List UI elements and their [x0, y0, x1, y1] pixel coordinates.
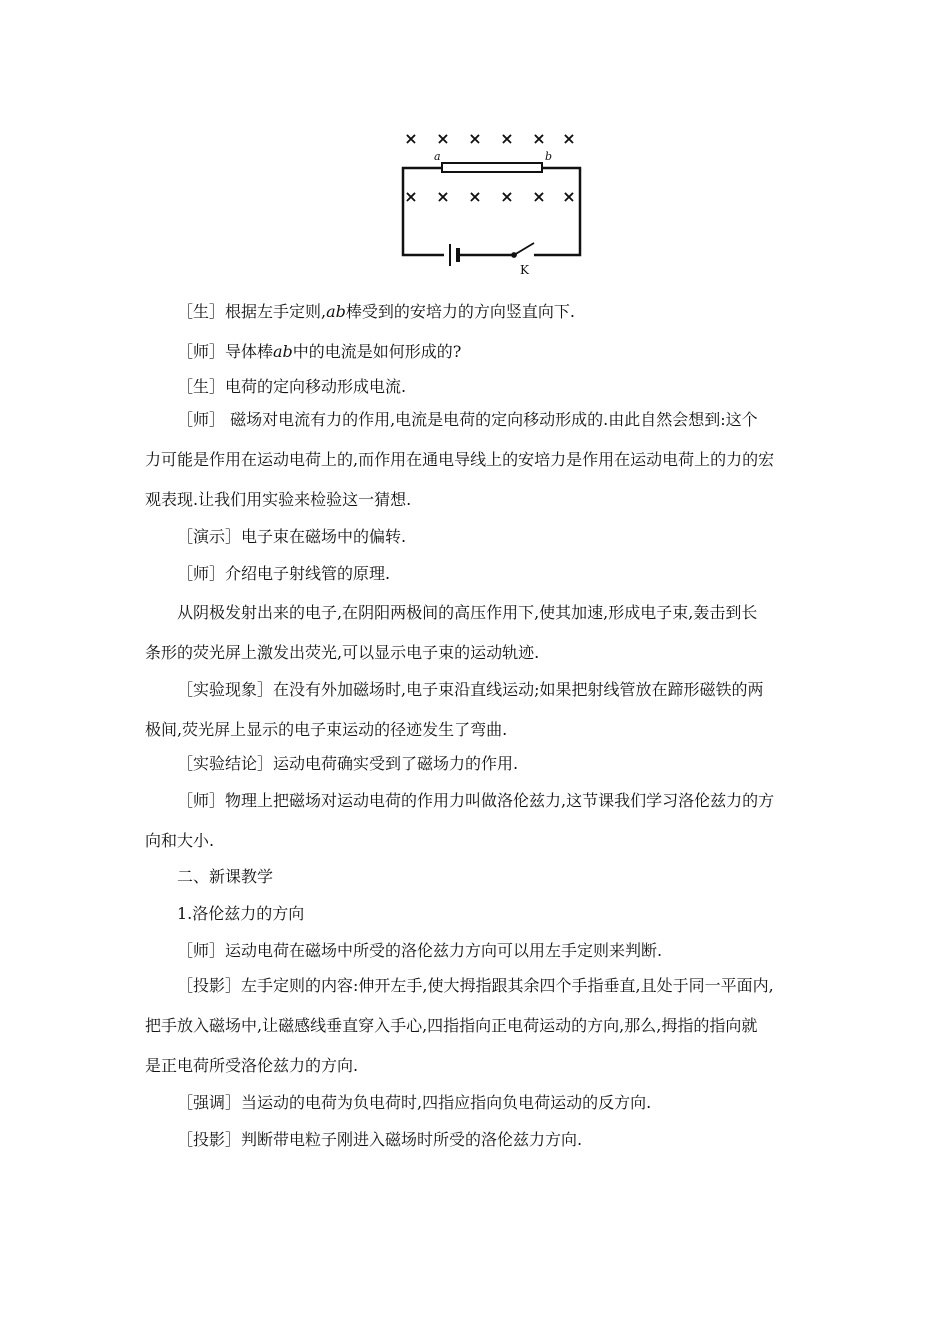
field-cross: × [468, 129, 482, 148]
paragraph: ［师］运动电荷在磁场中所受的洛伦兹力方向可以用左手定则来判断. [177, 941, 663, 960]
paragraph: 从阴极发射出来的电子,在阴阳两极间的高压作用下,使其加速,形成电子束,轰击到长 条形的荧光屏上激发出荧光,可以显示电子束的运动轨迹. [145, 603, 758, 662]
battery-symbol [450, 244, 458, 266]
field-cross: × [468, 187, 482, 206]
field-cross: × [436, 129, 450, 148]
field-cross: × [532, 187, 546, 206]
switch-k [512, 243, 534, 257]
field-cross: × [404, 187, 418, 206]
paragraph: ［实验结论］运动电荷确实受到了磁场力的作用. [177, 754, 519, 773]
section-heading: 二、新课教学 [177, 867, 274, 886]
paragraph: ［生］根据左手定则,ab棒受到的安培力的方向竖直向下. [177, 302, 575, 321]
paragraph: ［师］介绍电子射线管的原理. [177, 564, 391, 583]
paragraph: ［师］导体棒ab中的电流是如何形成的? [177, 342, 462, 361]
label-b: b [545, 150, 553, 163]
paragraph: ［投影］判断带电粒子刚进入磁场时所受的洛伦兹力方向. [177, 1130, 583, 1149]
paragraph: ［投影］左手定则的内容:伸开左手,使大拇指跟其余四个手指垂直,且处于同一平面内, 把手放入磁场中,让磁感线垂直穿入手心,四指指向正电荷运动的方向,那么,拇指的指向就 是正电荷所受洛伦兹力的方向. [145, 976, 774, 1075]
field-cross: × [404, 129, 418, 148]
conductor-rod-ab [442, 163, 542, 172]
paragraph: ［演示］电子束在磁场中的偏转. [177, 527, 407, 546]
field-cross: × [436, 187, 450, 206]
magnetic-field-middle-row [404, 187, 575, 206]
paragraph: ［师］ 磁场对电流有力的作用,电流是电荷的定向移动形成的.由此自然会想到:这个 力可能是作用在运动电荷上的,而作用在通电导线上的安培力是作用在运动电荷上的力的宏 观表现.让我们用实验来检验这一猜想. [145, 410, 775, 509]
paragraph: ［师］物理上把磁场对运动电荷的作用力叫做洛伦兹力,这节课我们学习洛伦兹力的方 向和大小. [145, 791, 775, 850]
field-cross: × [562, 129, 576, 148]
field-cross: × [500, 187, 514, 206]
circuit-wires [403, 168, 580, 255]
label-k: K [520, 263, 529, 277]
paragraph: ［实验现象］在没有外加磁场时,电子束沿直线运动;如果把射线管放在蹄形磁铁的两 极间,荧光屏上显示的电子束运动的径迹发生了弯曲. [145, 680, 764, 739]
paragraph: ［生］电荷的定向移动形成电流. [177, 377, 407, 396]
label-a: a [434, 150, 441, 163]
paragraph: ［强调］当运动的电荷为负电荷时,四指应指向负电荷运动的反方向. [177, 1093, 652, 1112]
field-cross: × [500, 129, 514, 148]
field-cross: × [562, 187, 576, 206]
subsection-heading: 1.洛伦兹力的方向 [177, 904, 305, 923]
magnetic-field-top-row [404, 129, 575, 148]
circuit-diagram [392, 122, 592, 282]
field-cross: × [532, 129, 546, 148]
